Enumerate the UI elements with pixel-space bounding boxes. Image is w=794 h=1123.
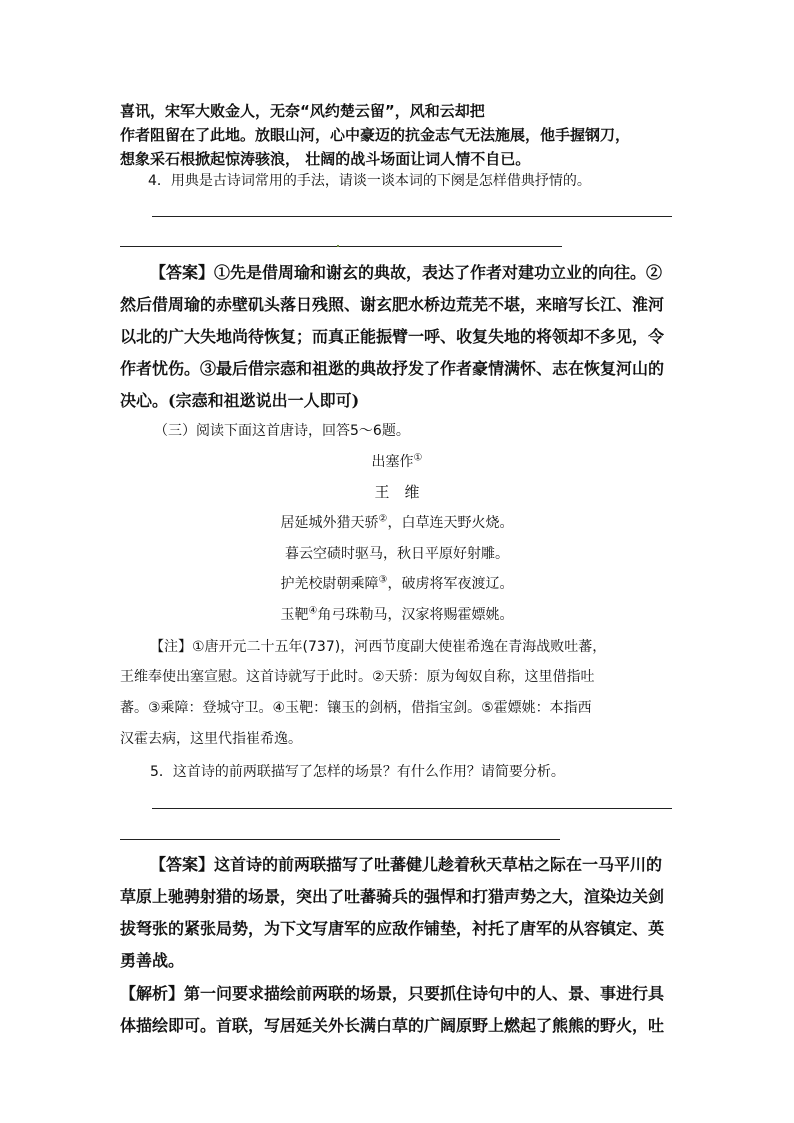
analysis-line-2: 体描绘即可。首联，写居延关外长满白草的广阔原野上燃起了熊熊的野火，吐 — [120, 1016, 665, 1035]
question-4: 4．用典是古诗词常用的手法，请谈一谈本词的下阕是怎样借典抒情的。 — [148, 173, 591, 189]
answer-blank-line-2 — [120, 246, 562, 247]
poem-title — [0, 451, 794, 471]
fragment-line-1: 喜讯，宋军大败金人，无奈“风约楚云留”，风和云却把 — [120, 102, 485, 120]
poem-line-2-text: 暮云空碛时驱马，秋日平原好射雕。 — [285, 546, 509, 562]
poem-line-1 — [0, 512, 794, 532]
poem-author: 王 维 — [374, 483, 420, 501]
poem-title-text: 出塞作 — [371, 454, 414, 470]
poem-line-1-part-b: ，白草连天野火烧。 — [387, 515, 514, 531]
answer-5-line-1: 【答案】这首诗的前两联描写了吐蕃健儿趁着秋天草枯之际在一马平川的 — [150, 855, 663, 874]
answer-5-line-3: 拔弩张的紧张局势，为下文写唐军的应敌作铺垫，衬托了唐军的从容镇定、英 — [120, 919, 665, 938]
fragment-line-3: 想象采石根掀起惊涛骇浪， 壮阔的战斗场面让词人情不自已。 — [120, 150, 531, 168]
notes-line-1: 【注】①唐开元二十五年(737)，河西节度副大使崔希逸在青海战败吐蕃， — [150, 639, 607, 655]
answer-4-line-4: 作者忧伤。③最后借宗悫和祖逖的典故抒发了作者豪情满怀、志在恢复河山的 — [120, 359, 665, 378]
poem-line-1-note: ② — [378, 513, 388, 525]
answer-blank-line-3 — [152, 808, 672, 809]
analysis-line-1: 【解析】第一问要求描绘前两联的场景，只要抓住诗句中的人、景、事进行具 — [120, 984, 665, 1003]
answer-4-line-3: 以北的广大失地尚待恢复；而真正能振臂一呼、收复失地的将领却不多见，令 — [120, 327, 665, 346]
poem-line-3-part-b: ，破虏将军夜渡辽。 — [387, 576, 514, 592]
poem-line-3-note: ③ — [378, 574, 388, 586]
answer-blank-line-1 — [152, 216, 672, 217]
fragment-line-2: 作者阻留在了此地。放眼山河，心中豪迈的抗金志气无法施展，他手握钢刀， — [120, 126, 631, 144]
answer-4-line-1: 【答案】①先是借周瑜和谢玄的典故，表达了作者对建功立业的向往。② — [150, 263, 663, 282]
section-3-heading: （三）阅读下面这首唐诗，回答5～6题。 — [154, 423, 410, 439]
poem-line-2 — [0, 543, 794, 563]
poem-title-note: ① — [413, 452, 423, 464]
answer-blank-line-4 — [120, 839, 560, 840]
notes-line-4: 汉霍去病，这里代指崔希逸。 — [120, 731, 302, 747]
answer-5-line-2: 草原上驰骋射猎的场景，突出了吐蕃骑兵的强悍和打猎声势之大，渲染边关剑 — [120, 887, 665, 906]
question-5: 5．这首诗的前两联描写了怎样的场景？有什么作用？请简要分析。 — [150, 764, 565, 780]
notes-line-3: 蕃。③乘障：登城守卫。④玉靶：镶玉的剑柄，借指宝剑。⑤霍嫖姚：本指西 — [120, 700, 592, 716]
poem-line-1-part-a: 居延城外猎天骄 — [280, 515, 379, 531]
mark-dot — [337, 245, 339, 247]
poem-line-4-note: ④ — [308, 605, 318, 617]
answer-5-line-4: 勇善战。 — [120, 951, 185, 970]
answer-4-line-5: 决心。(宗悫和祖逖说出一人即可) — [120, 391, 360, 410]
poem-line-3-part-a: 护羌校尉朝乘障 — [280, 576, 379, 592]
poem-line-3 — [0, 573, 794, 593]
notes-line-2: 王维奉使出塞宣慰。这首诗就写于此时。②天骄：原为匈奴自称，这里借指吐 — [120, 669, 595, 685]
answer-4-line-2: 然后借周瑜的赤壁矶头落日残照、谢玄肥水桥边荒芜不堪，来暗写长江、淮河 — [120, 295, 665, 314]
poem-line-4-part-a: 玉靶 — [280, 607, 309, 623]
poem-line-4-part-b: 角弓珠勒马，汉家将赐霍嫖姚。 — [317, 607, 514, 623]
poem-line-4 — [0, 604, 794, 624]
